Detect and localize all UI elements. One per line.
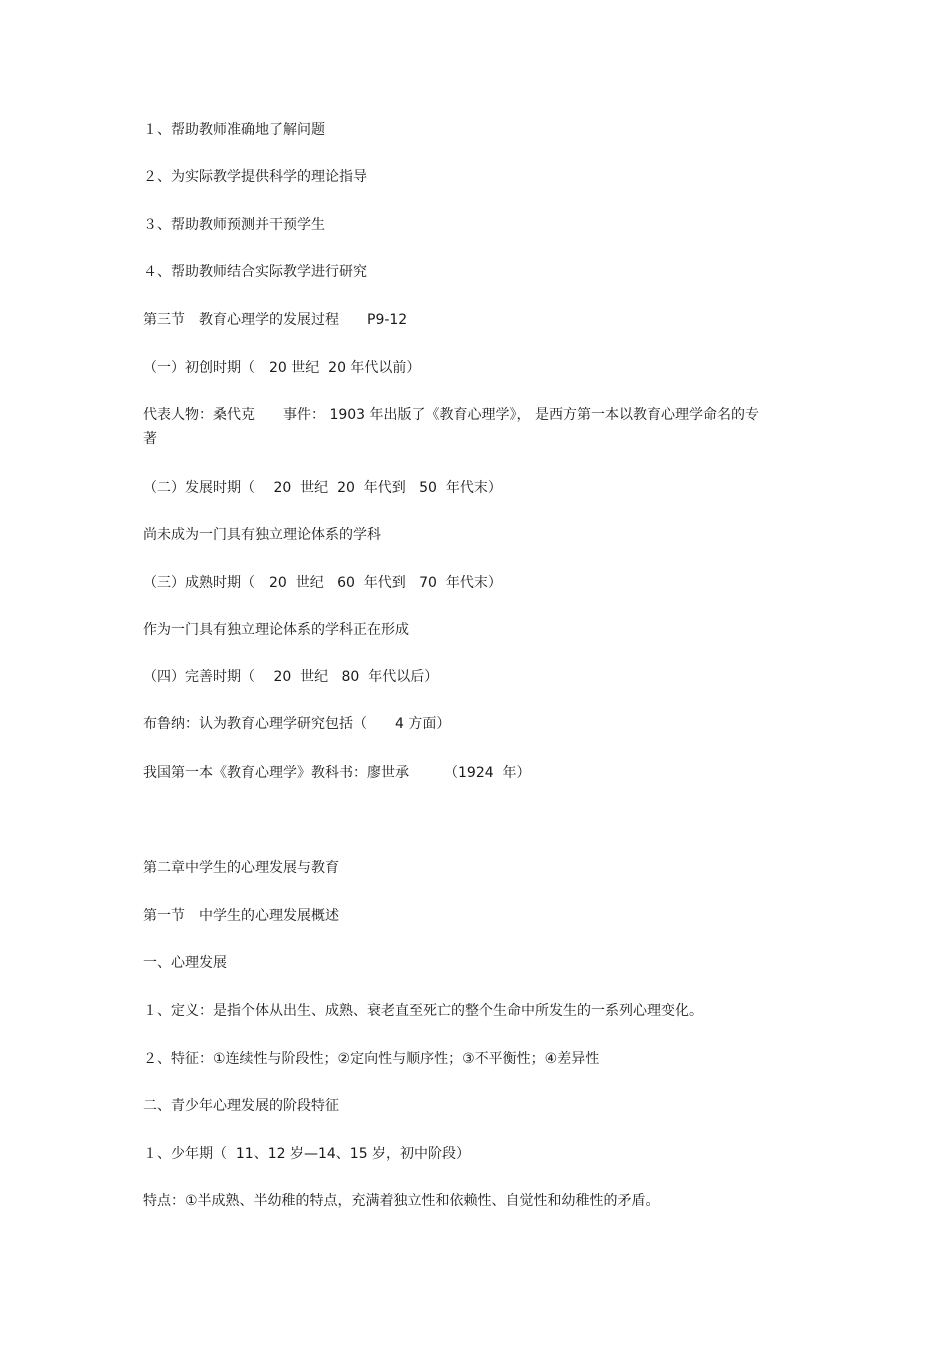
text-paragraph: 代表人物：桑代克 事件： 1903 年出版了《教育心理学》， 是西方第一本以教育心理学命名的专著 [143,407,759,447]
text-line: （三）成熟时期（ 20 世纪 60 年代到 70 年代末） [143,575,502,591]
text-line: 尚未成为一门具有独立理论体系的学科 [143,527,381,543]
text-line: １、定义：是指个体从出生、成熟、衰老直至死亡的整个生命中所发生的一系列心理变化。 [143,1003,703,1019]
section-heading: 第三节 教育心理学的发展过程 P9-12 [143,312,408,328]
section-heading: 第一节 中学生的心理发展概述 [143,908,339,924]
text-line: ４、帮助教师结合实际教学进行研究 [143,264,367,280]
text-line: ２、特征：①连续性与阶段性；②定向性与顺序性；③不平衡性；④差异性 [143,1051,600,1067]
text-line: 作为一门具有独立理论体系的学科正在形成 [143,622,409,638]
subsection-heading: 一、心理发展 [143,955,227,971]
text-line: ３、帮助教师预测并干预学生 [143,217,325,233]
text-line: 我国第一本《教育心理学》教科书：廖世承 （1924 年） [143,765,531,781]
text-line: （一）初创时期（ 20 世纪 20 年代以前） [143,360,421,376]
text-line: １、少年期（ 11、12 岁—14、15 岁，初中阶段） [143,1146,471,1162]
subsection-heading: 二、青少年心理发展的阶段特征 [143,1098,339,1114]
text-line: 特点：①半成熟、半幼稚的特点，充满着独立性和依赖性、自觉性和幼稚性的矛盾。 [143,1193,660,1209]
text-line: １、帮助教师准确地了解问题 [143,122,325,138]
text-line: （四）完善时期（ 20 世纪 80 年代以后） [143,669,439,685]
chapter-heading: 第二章中学生的心理发展与教育 [143,860,339,876]
text-line: ２、为实际教学提供科学的理论指导 [143,169,367,185]
text-line: （二）发展时期（ 20 世纪 20 年代到 50 年代末） [143,480,502,496]
text-line: 布鲁纳：认为教育心理学研究包括（ 4 方面） [143,716,451,732]
